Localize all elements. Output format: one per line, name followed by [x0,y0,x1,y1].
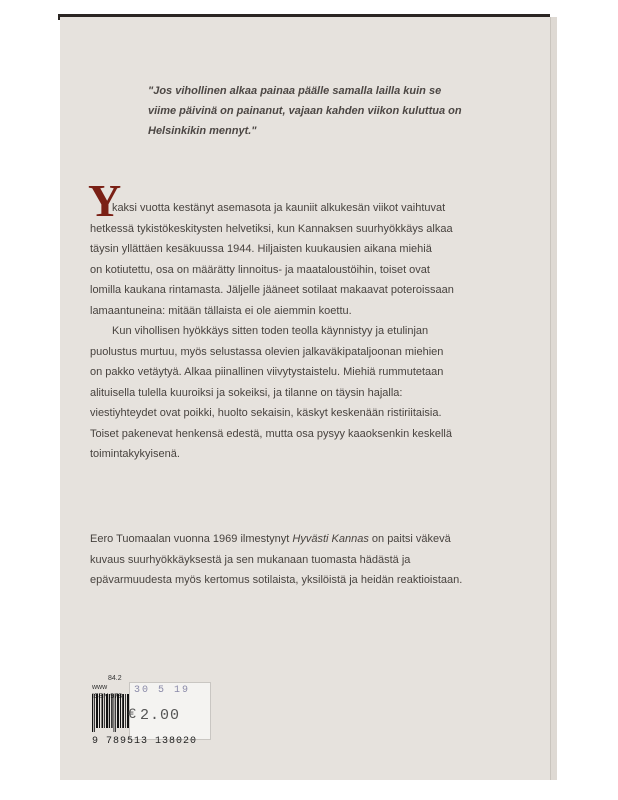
text-line: on pakko vetäytyä. Alkaa piinallinen viivytystaistelu. Miehiä rummutetaan [90,366,444,378]
text-line: toimintakykyisenä. [90,448,180,460]
blurb-paragraph-3 [90,529,510,591]
text-line: viestiyhteydet ovat poikki, huolto sekaisin, käskyt keskenään ristiriitaisia. [90,407,442,419]
text-line [90,529,510,550]
text-line: lamaantuneina: mitään tällaista ei ole aiemmin koettu. [90,304,352,317]
text-line: puolustus murtuu, myös selustassa olevien jalkaväkipataljoonan miehien [90,345,444,358]
quote-line: viime päivinä on painanut, vajaan kahden viikon kuluttua on [148,105,462,117]
blurb-paragraph-2 [90,321,510,465]
drop-cap: Y [88,175,122,226]
cover-quote [148,81,488,141]
text-span: on paitsi väkevä [368,533,451,545]
sticker-date: 30 5 19 [134,685,191,696]
class-code: 84.2 [108,675,122,682]
text-line: lomilla kaukana rintamasta. Jäljelle jääneet sotilaat makaavat poteroissaan [90,284,454,296]
www-label: www [92,684,108,691]
book-spine-edge [550,17,557,780]
text-line: epävarmuudesta myös kertomus sotilaista, yksilöistä ja heidän reaktioistaan. [90,574,463,586]
text-line: Kun vihollisen hyökkäys sitten toden teolla käynnistyy ja etulinjan [112,325,429,337]
text-line: täysin yllättäen kesäkuussa 1944. Hiljaisten kuukausien aikana miehiä [90,243,432,255]
book-title: Hyvästi Kannas [292,533,369,545]
blurb-text [88,175,510,465]
sticker-price: 2.00 [140,707,181,724]
euro-sign: € [128,705,136,721]
text-line: on kotiutettu, osa on määrätty linnoitus- ja maataloustöihin, toiset ovat [90,263,430,276]
text-line: li kaksi vuotta kestänyt asemasota ja kauniit alkukesän viikot vaihtuvat [104,202,446,214]
barcode-block [92,666,212,746]
quote-line: "Jos vihollinen alkaa painaa päälle samalla lailla kuin se [148,85,442,97]
text-span: Eero Tuomaalan vuonna 1969 ilmestynyt [90,533,293,545]
price-sticker [129,682,211,740]
quote-line: Helsinkikin mennyt." [148,125,257,137]
text-line: kuvaus suurhyökkäyksestä ja sen mukanaan tuomasta hädästä ja [90,553,411,566]
blurb-paragraph-1 [88,175,510,321]
text-line: hetkessä tykistökeskitysten helvetiksi, kun Kannaksen suurhyökkäys alkaa [90,222,453,235]
text-line: alituisella tulella kuuroiksi ja sokeiksi, ja tilanne on täysin hajalla: [90,386,403,399]
isbn-number: 9 789513 138020 [92,736,198,747]
text-line: Toiset pakenevat henkensä edestä, mutta osa pysyy kaaoksenkin keskellä [90,427,452,440]
isbn-prefix: ISBN 978 [92,693,122,700]
